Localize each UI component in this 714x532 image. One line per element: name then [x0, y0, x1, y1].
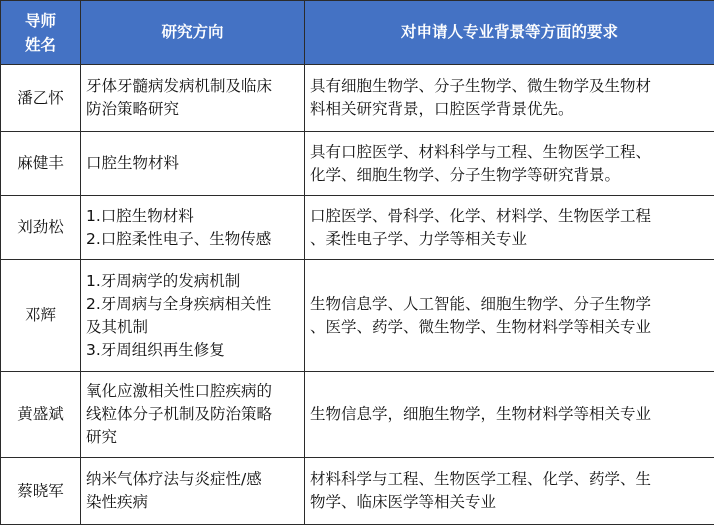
table-header-row — [1, 1, 714, 65]
advisor-name: 潘乙怀 — [1, 65, 81, 132]
header-research-direction: 研究方向 — [81, 1, 305, 65]
applicant-requirements: 具有细胞生物学、分子生物学、微生物学及生物材 料相关研究背景，口腔医学背景优先。 — [305, 65, 714, 132]
advisor-name: 刘劲松 — [1, 196, 81, 260]
research-direction: 口腔生物材料 — [81, 132, 305, 196]
applicant-requirements: 生物信息学、人工智能、细胞生物学、分子生物学 、医学、药学、微生物学、生物材料学等相关专业 — [305, 260, 714, 372]
applicant-requirements: 具有口腔医学、材料科学与工程、生物医学工程、 化学、细胞生物学、分子生物学等研究背景。 — [305, 132, 714, 196]
table-row — [1, 372, 714, 458]
applicant-requirements: 材料科学与工程、生物医学工程、化学、药学、生 物学、临床医学等相关专业 — [305, 458, 714, 525]
table-row — [1, 458, 714, 525]
header-applicant-requirements: 对申请人专业背景等方面的要求 — [305, 1, 714, 65]
table-row — [1, 132, 714, 196]
applicant-requirements: 口腔医学、骨科学、化学、材料学、生物医学工程 、柔性电子学、力学等相关专业 — [305, 196, 714, 260]
research-direction: 1.口腔生物材料 2.口腔柔性电子、生物传感 — [81, 196, 305, 260]
research-direction: 牙体牙髓病发病机制及临床 防治策略研究 — [81, 65, 305, 132]
advisor-name: 麻健丰 — [1, 132, 81, 196]
research-direction: 1.牙周病学的发病机制 2.牙周病与全身疾病相关性 及其机制 3.牙周组织再生修复 — [81, 260, 305, 372]
table-row — [1, 260, 714, 372]
table-row — [1, 196, 714, 260]
advisor-name: 邓辉 — [1, 260, 81, 372]
header-advisor-name: 导师 姓名 — [1, 1, 81, 65]
applicant-requirements: 生物信息学，细胞生物学，生物材料学等相关专业 — [305, 372, 714, 458]
research-direction: 纳米气体疗法与炎症性/感 染性疾病 — [81, 458, 305, 525]
research-direction: 氧化应激相关性口腔疾病的 线粒体分子机制及防治策略 研究 — [81, 372, 305, 458]
advisor-name: 黄盛斌 — [1, 372, 81, 458]
table-row — [1, 65, 714, 132]
advisor-name: 蔡晓军 — [1, 458, 81, 525]
